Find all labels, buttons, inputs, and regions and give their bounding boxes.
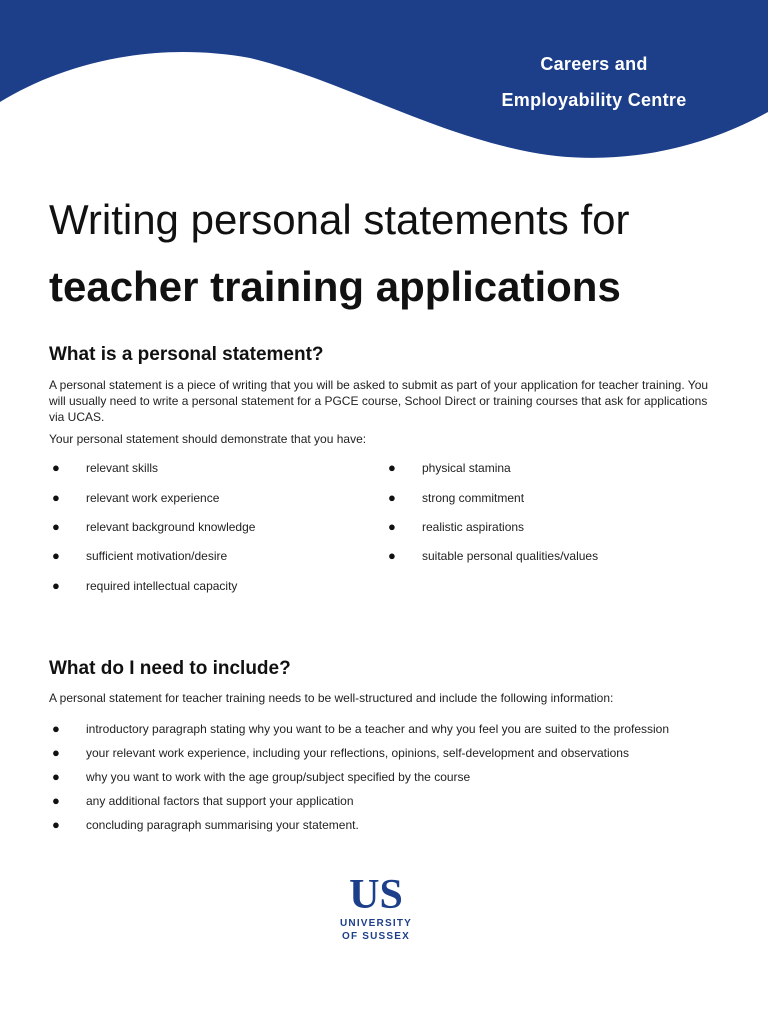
list-item-text: your relevant work experience, including your reflections, opinions, self-development and observations xyxy=(86,746,629,760)
bullet-icon: ● xyxy=(52,745,60,760)
document-title-line1: Writing personal statements for xyxy=(49,196,630,243)
bullet-icon: ● xyxy=(388,490,396,505)
list-item-text: strong commitment xyxy=(422,491,525,505)
list-item-text: concluding paragraph summarising your statement. xyxy=(86,818,359,832)
list-item-text: any additional factors that support your application xyxy=(86,794,354,808)
bullet-icon: ● xyxy=(52,548,60,563)
section1-heading: What is a personal statement? xyxy=(49,344,324,365)
list-item-text: relevant background knowledge xyxy=(86,520,256,534)
section1-paragraph: A personal statement is a piece of writing that you will be asked to submit as part of your application for teacher training. You will usually need to write a personal statement for a PGCE course, School Direct or training courses that ask for applications via UCAS. xyxy=(49,378,709,424)
bullet-icon: ● xyxy=(388,460,396,475)
centre-name xyxy=(470,46,718,118)
list-item-text: physical stamina xyxy=(422,461,511,475)
list-item-text: relevant skills xyxy=(86,461,159,475)
section2-paragraph: A personal statement for teacher training needs to be well-structured and include the following information: xyxy=(49,691,614,705)
university-of-sussex-logo xyxy=(331,872,421,946)
list-item-text: introductory paragraph stating why you want to be a teacher and why you feel you are suited to the profession xyxy=(86,722,670,736)
section1-intro-line: Your personal statement should demonstrate that you have: xyxy=(49,432,367,446)
list-item-text: sufficient motivation/desire xyxy=(86,549,228,563)
us-monogram-icon xyxy=(341,872,411,914)
bullet-icon: ● xyxy=(52,490,60,505)
list-item-text: why you want to work with the age group/subject specified by the course xyxy=(86,770,471,784)
list-item-text: suitable personal qualities/values xyxy=(422,549,599,563)
list-item-text: relevant work experience xyxy=(86,491,220,505)
logo-line2: OF SUSSEX xyxy=(341,931,411,942)
bullet-icon: ● xyxy=(52,769,60,784)
document-title-line2: teacher training applications xyxy=(49,263,621,310)
list-item-text: required intellectual capacity xyxy=(86,579,238,593)
logo-monogram: US xyxy=(349,872,403,914)
bullet-icon: ● xyxy=(388,519,396,534)
logo-line1: UNIVERSITY xyxy=(339,918,412,929)
bullet-icon: ● xyxy=(52,578,60,593)
bullet-icon: ● xyxy=(52,817,60,832)
bullet-icon: ● xyxy=(52,519,60,534)
bullet-icon: ● xyxy=(52,721,60,736)
section2-heading: What do I need to include? xyxy=(49,658,291,679)
bullet-icon: ● xyxy=(388,548,396,563)
list-item-text: realistic aspirations xyxy=(422,520,525,534)
centre-name-line1: Careers and xyxy=(540,54,648,74)
bullet-icon: ● xyxy=(52,460,60,475)
bullet-icon: ● xyxy=(52,793,60,808)
centre-name-line2: Employability Centre xyxy=(501,90,687,110)
